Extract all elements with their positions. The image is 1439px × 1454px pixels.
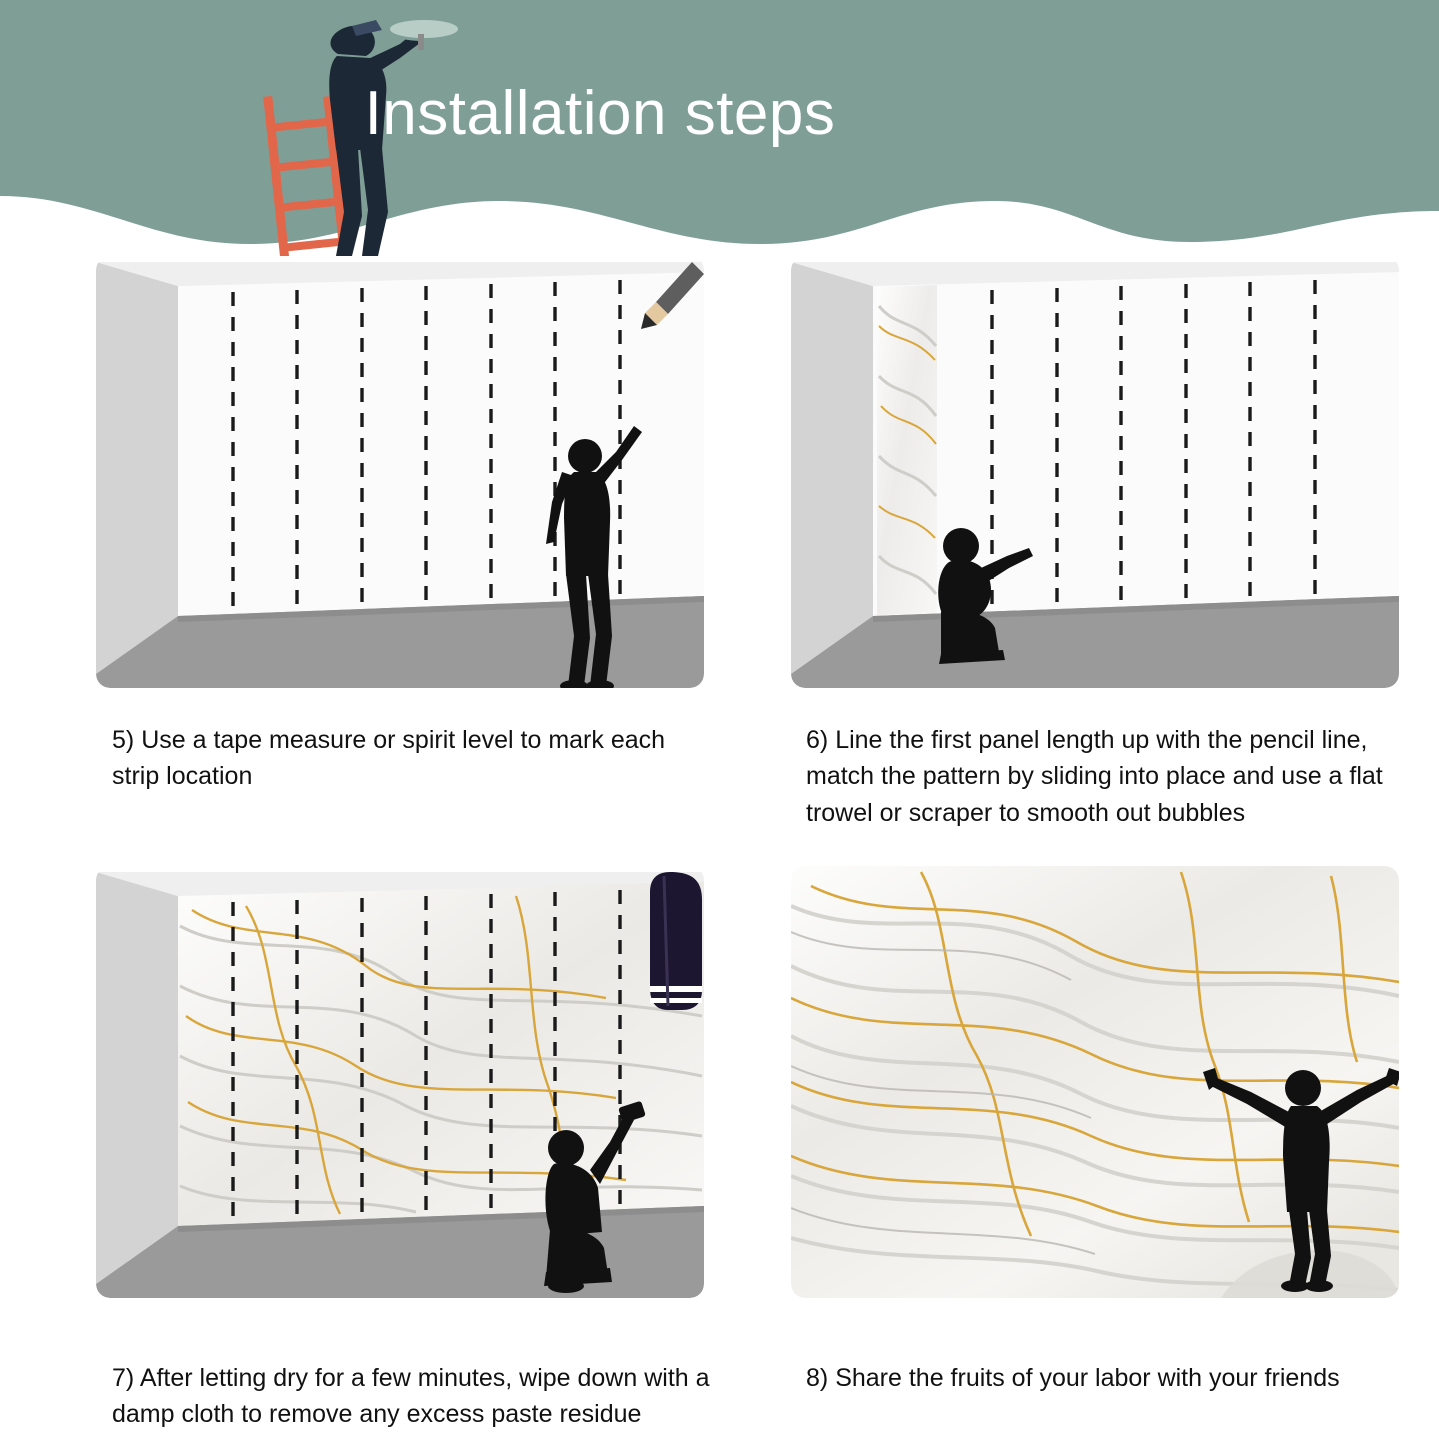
page-title: Installation steps xyxy=(364,79,836,148)
step-7-illustration xyxy=(96,866,704,1298)
step-5-caption xyxy=(112,722,712,795)
step-8-text: Share the fruits of your labor with your friends xyxy=(835,1364,1340,1392)
step-8-illustration xyxy=(791,866,1399,1298)
step-8-caption xyxy=(806,1360,1436,1396)
step-7-caption xyxy=(112,1360,712,1433)
header-banner xyxy=(0,0,1439,262)
step-5-text: Use a tape measure or spirit level to mark each strip location xyxy=(112,726,666,791)
towel-icon xyxy=(650,872,702,1010)
step-7-number: 7) xyxy=(112,1364,135,1392)
step-6-number: 6) xyxy=(806,726,829,754)
step-5-number: 5) xyxy=(112,726,135,754)
step-5-illustration xyxy=(96,256,704,688)
step-8-number: 8) xyxy=(806,1364,829,1392)
marble-panel-first xyxy=(877,285,937,615)
step-6-illustration xyxy=(791,256,1399,688)
step-6-caption xyxy=(806,722,1426,831)
step-6-text: Line the first panel length up with the pencil line, match the pattern by sliding into place and use a flat trowel or scraper to smooth out bubbles xyxy=(806,726,1383,827)
step-7-text: After letting dry for a few minutes, wipe down with a damp cloth to remove any excess paste residue xyxy=(112,1364,710,1429)
